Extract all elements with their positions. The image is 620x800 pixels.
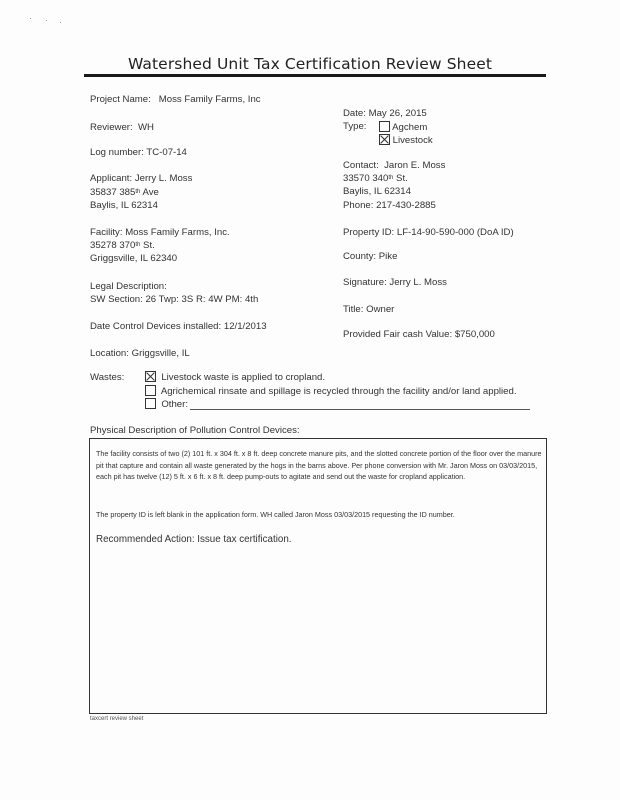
waste-option-other (145, 398, 188, 411)
contact-address-street: St. (393, 173, 408, 184)
livestock-checkbox[interactable] (379, 134, 390, 145)
installed-row (90, 321, 267, 333)
location-value: Griggsville, IL (131, 348, 190, 359)
livestock-waste-label: Livestock waste is applied to cropland. (161, 372, 326, 383)
property-id-row (343, 227, 514, 239)
title-row (343, 304, 394, 316)
phone-value: 217-430-2885 (376, 200, 436, 211)
contact-address-number: 33570 340 (343, 173, 389, 184)
type-option-agchem (379, 121, 427, 134)
legal-description-value: SW Section: 26 Twp: 3S R: 4W PM: 4th (90, 294, 259, 305)
applicant-label: Applicant: (90, 173, 133, 184)
fair-cash-label: Provided Fair cash Value: (343, 329, 453, 340)
location-label: Location: (90, 348, 129, 359)
facility-label: Facility: (90, 227, 123, 238)
county-row (343, 251, 397, 263)
date-row (343, 108, 427, 120)
recommended-action: Recommended Action: Issue tax certification. (96, 534, 292, 545)
applicant-city: Baylis, IL 62314 (90, 200, 158, 211)
title-rule (84, 74, 546, 77)
legal-description-label: Legal Description: (90, 281, 167, 292)
title-value: Owner (366, 304, 395, 315)
contact-address-suffix: th (388, 175, 394, 181)
applicant-address-street: Ave (140, 187, 159, 198)
agchem-label: Agchem (392, 122, 428, 133)
project-name-row (90, 94, 261, 106)
contact-row (343, 160, 445, 172)
property-id-value: LF-14-90-590-000 (DoA ID) (396, 227, 514, 238)
contact-city: Baylis, IL 62314 (343, 186, 411, 197)
county-value: Pike (378, 251, 398, 262)
agrichemical-checkbox[interactable] (145, 385, 156, 396)
date-label: Date: (343, 108, 366, 119)
date-value: May 26, 2015 (368, 108, 427, 119)
facility-row (90, 227, 230, 239)
facility-city: Griggsville, IL 62340 (90, 253, 178, 264)
title-label: Title: (343, 304, 364, 315)
applicant-row (90, 173, 192, 185)
livestock-label: Livestock (392, 135, 433, 146)
project-name-value: Moss Family Farms, Inc (158, 94, 261, 105)
physical-description-heading: Physical Description of Pollution Control Devices: (90, 425, 300, 436)
scan-speck (30, 18, 31, 19)
waste-option-livestock (145, 371, 325, 384)
signature-value: Jerry L. Moss (389, 277, 447, 288)
contact-name: Jaron E. Moss (384, 160, 446, 171)
agchem-checkbox[interactable] (379, 121, 390, 132)
other-label: Other: (161, 399, 189, 410)
physical-description-paragraph: The facility consists of two (2) 101 ft. x 304 ft. x 8 ft. deep concrete manure pits, and the slotted concrete portion of the floor over the manure pit that capture and contain all waste generated by the hogs in the barns above. Per phone conversion with Mr. Jaron Moss on 03/03/2015, each pit has twelve (12) 5 ft. x 6 ft. x 8 ft. deep pump-outs to agitate and send out the waste for cropland application. (96, 449, 542, 481)
signature-label: Signature: (343, 277, 387, 288)
other-checkbox[interactable] (145, 398, 156, 409)
applicant-name: Jerry L. Moss (134, 173, 193, 184)
type-option-livestock (379, 134, 433, 147)
facility-address-number: 35278 370 (90, 240, 136, 251)
project-name-label: Project Name: (90, 94, 151, 105)
log-number-value: TC-07-14 (146, 147, 187, 158)
log-number-row (90, 147, 187, 159)
contact-address (343, 173, 408, 185)
facility-address-suffix: th (135, 242, 141, 248)
reviewer-row (90, 122, 154, 134)
location-row (90, 348, 190, 360)
wastes-label: Wastes: (90, 372, 125, 383)
footer-label: taxcert review sheet (90, 716, 144, 722)
applicant-address-suffix: th (135, 189, 141, 195)
type-label: Type: (343, 121, 367, 132)
facility-address-street: St. (140, 240, 155, 251)
applicant-address (90, 187, 159, 199)
reviewer-label: Reviewer: (90, 122, 133, 133)
contact-phone-row (343, 200, 436, 212)
property-id-note: The property ID is left blank in the application form. WH called Jaron Moss 03/03/2015 requesting the ID number. (96, 510, 455, 519)
facility-name: Moss Family Farms, Inc. (125, 227, 230, 238)
fair-cash-value: $750,000 (454, 329, 495, 340)
scan-speck (46, 20, 47, 21)
reviewer-value: WH (138, 122, 154, 133)
document-title: Watershed Unit Tax Certification Review Sheet (127, 55, 493, 73)
agrichemical-label: Agrichemical rinsate and spillage is recycled through the facility and/or land applied. (160, 386, 517, 397)
applicant-address-number: 35837 385 (90, 187, 136, 198)
property-id-label: Property ID: (343, 227, 395, 238)
facility-address (90, 240, 155, 252)
contact-label: Contact: (343, 160, 379, 171)
scan-speck (60, 22, 61, 23)
physical-description-box (89, 438, 547, 714)
signature-row (343, 277, 447, 289)
fair-cash-row (343, 329, 495, 341)
other-blank-line (190, 409, 530, 410)
installed-label: Date Control Devices installed: (90, 321, 222, 332)
phone-label: Phone: (343, 200, 374, 211)
installed-value: 12/1/2013 (223, 321, 267, 332)
waste-option-agrichemical (145, 385, 517, 398)
livestock-waste-checkbox[interactable] (145, 371, 156, 382)
log-number-label: Log number: (90, 147, 144, 158)
county-label: County: (343, 251, 377, 262)
